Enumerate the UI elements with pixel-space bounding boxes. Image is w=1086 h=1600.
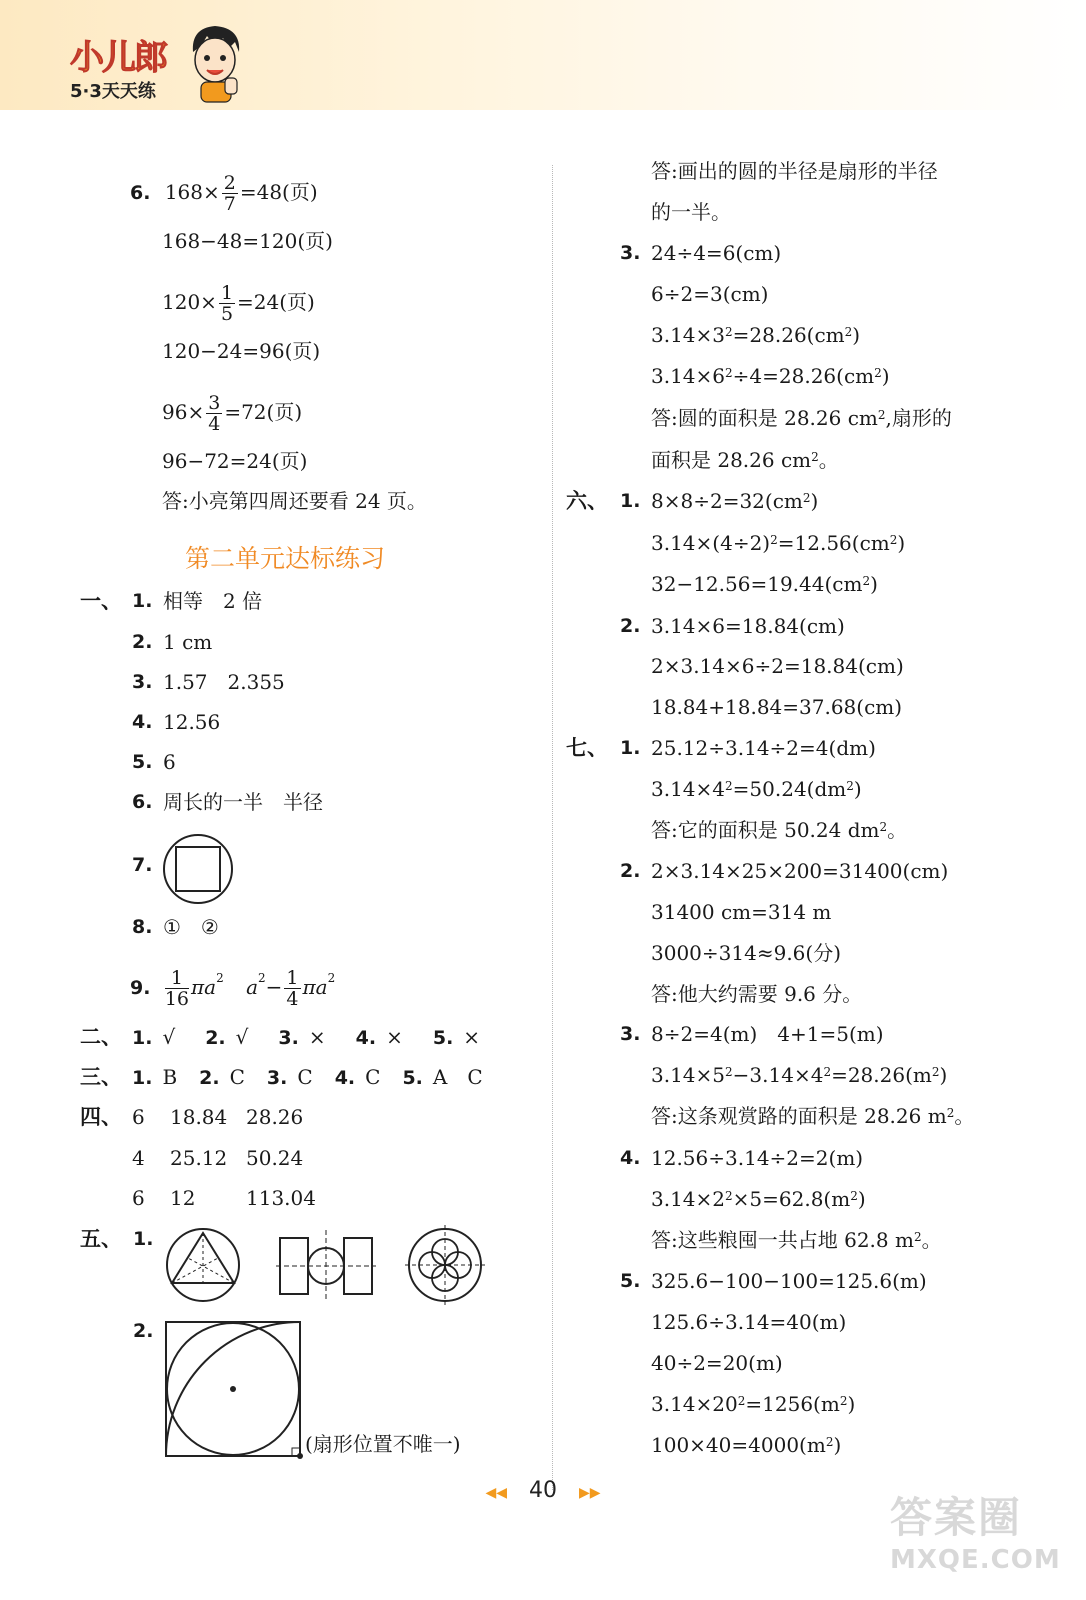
s3-item-answer: B [162, 1065, 178, 1089]
q6-answer: 答:小亮第四周还要看 24 页。 [162, 489, 427, 513]
page-number: 40 [529, 1478, 557, 1503]
r7-q3-answer: 答:这条观赏路的面积是 28.26 $m^2$。 [651, 1104, 975, 1128]
s2-item-answer: × [386, 1025, 403, 1049]
unit-title: 第二单元达标练习 [185, 544, 386, 573]
fraction: $\frac{2}{7}$ [223, 172, 236, 215]
r7-q4-answer: 答:这些粮囤一共占地 62.8 $m^2$。 [651, 1228, 942, 1252]
q6-line4: 120−24=96(页) [162, 339, 321, 363]
prev-arrows-icon: ◀◀ [485, 1485, 507, 1501]
section-5-label: 五、 [80, 1227, 122, 1251]
r-q3-number: 3. [620, 242, 641, 264]
r7-q5-line4: $3.14\times 20^2=1256(m^2)$ [651, 1392, 856, 1416]
r6-q1-number: 1. [620, 490, 641, 512]
r7-q5-number: 5. [620, 1270, 641, 1292]
r7-q2-line2: 31400 cm=314 m [651, 900, 832, 924]
s1-item-text: 1.57 2.355 [163, 670, 285, 694]
section-3-label: 三、 [80, 1065, 122, 1089]
figure-rectangles-circle [276, 1230, 376, 1300]
s2-item-number: 2. [205, 1027, 226, 1049]
s4-cell: 25.12 [170, 1146, 228, 1170]
r7-q1-number: 1. [620, 737, 641, 759]
s1-item-text: ① ② [163, 915, 219, 939]
q5-2-number: 2. [133, 1320, 154, 1342]
q6-line1: 6. 168× $\frac{2}{7}$ =48(页) [130, 172, 318, 215]
section-2-label: 二、 [80, 1025, 122, 1049]
brand-logo [70, 30, 166, 103]
r6-q2-line3: 18.84+18.84=37.68(cm) [651, 695, 903, 719]
q6-line2: 168−48=120(页) [162, 229, 333, 253]
s1-item-number: 7. [132, 854, 153, 876]
section-4-label: 四、 [80, 1105, 122, 1129]
s4-cell: 18.84 [170, 1105, 228, 1129]
r7-q2-line1: 2×3.14×25×200=31400(cm) [651, 859, 949, 883]
section-1-label: 一、 [80, 589, 122, 613]
r7-q5-line5: $100\times 40=4000(m^2)$ [651, 1433, 842, 1457]
r-q3-line4: $3.14\times 6^2\div 4=28.26(cm^2)$ [651, 364, 890, 388]
r7-q3-number: 3. [620, 1023, 641, 1045]
q5-1-number: 1. [133, 1228, 154, 1250]
q9-line: 9. $\frac{1}{16}$ $\pi a^2$ $a^2-$ $\frac{1}{4}$ $\pi a^2$ [130, 967, 336, 1010]
s2-item-number: 3. [278, 1027, 299, 1049]
r-q3-answer1: 答:圆的面积是 28.26 $cm^2$,扇形的 [651, 406, 952, 430]
right-cont-line1: 答:画出的圆的半径是扇形的半径 [651, 159, 938, 183]
r6-q2-line2: 2×3.14×6÷2=18.84(cm) [651, 654, 904, 678]
section-3-row [132, 1064, 483, 1091]
s1-item-number: 8. [132, 916, 153, 938]
s2-item-answer: × [463, 1025, 481, 1049]
r7-q4-line2: $3.14\times 2^2\times 5=62.8(m^2)$ [651, 1187, 866, 1211]
brand-name: 小儿郎 [70, 38, 166, 78]
q7-circle-square-figure [162, 833, 234, 905]
q6-line5: 96× $\frac{3}{4}$ =72(页) [162, 392, 303, 435]
q6-line3: 120× $\frac{1}{5}$ =24(页) [162, 282, 315, 325]
s3-item-number: 4. [334, 1067, 356, 1089]
s3-item-number: 5. [402, 1067, 423, 1089]
r7-q2-number: 2. [620, 860, 641, 882]
s3-item-number: 2. [199, 1067, 220, 1089]
r-q3-line1: 24÷4=6(cm) [651, 241, 782, 265]
r-q3-line2: 6÷2=3(cm) [651, 282, 769, 306]
r6-q1-line3: $32-12.56=19.44(cm^2)$ [651, 572, 878, 596]
r7-q1-line1: 25.12÷3.14÷2=4(dm) [651, 736, 876, 760]
s1-item-text: 相等 2 倍 [163, 589, 263, 613]
s2-item-number: 4. [355, 1027, 377, 1049]
s1-item-number: 1. [132, 590, 153, 612]
r7-q3-line2: $3.14\times 5^2-3.14\times 4^2=28.26(m^2)$ [651, 1063, 948, 1087]
series-name: 5·3天天练 [70, 81, 156, 102]
s2-item-number: 1. [132, 1027, 153, 1049]
s3-item-number: 1. [132, 1067, 153, 1089]
s1-item-number: 3. [132, 671, 153, 693]
r7-q4-number: 4. [620, 1147, 641, 1169]
r7-q2-answer: 答:他大约需要 9.6 分。 [651, 982, 863, 1006]
s4-cell: 6 [132, 1105, 145, 1129]
s1-item-number: 6. [132, 791, 153, 813]
r7-q2-line3: 3000÷314≈9.6(分) [651, 941, 841, 965]
s4-cell: 28.26 [246, 1105, 304, 1129]
q6-line6: 96−72=24(页) [162, 449, 308, 473]
r7-q3-line1: 8÷2=4(m) 4+1=5(m) [651, 1022, 884, 1046]
r7-q5-line1: 325.6−100−100=125.6(m) [651, 1269, 927, 1293]
s2-item-answer: √ [162, 1025, 176, 1049]
mascot-icon [185, 22, 245, 104]
figure-four-petal-flower [404, 1224, 486, 1306]
s1-item-number: 4. [132, 711, 153, 733]
fraction: $\frac{1}{16}$ [164, 967, 189, 1010]
right-cont-line2: 的一半。 [651, 200, 731, 224]
section-6-label: 六、 [566, 489, 608, 513]
section-7-label: 七、 [566, 736, 608, 760]
fraction: $\frac{1}{5}$ [220, 282, 234, 325]
s3-item-answer: C [229, 1065, 245, 1089]
s4-cell: 4 [132, 1146, 145, 1170]
watermark: 答案圈 MXQE.COM [890, 1493, 1061, 1575]
figure-circle-triangle [160, 1224, 246, 1306]
fraction: $\frac{3}{4}$ [208, 392, 221, 435]
s4-cell: 113.04 [246, 1186, 316, 1210]
fraction: $\frac{1}{4}$ [286, 967, 299, 1010]
s4-cell: 12 [170, 1186, 196, 1210]
s4-cell: 50.24 [246, 1146, 304, 1170]
q5-2-note: (扇形位置不唯一) [305, 1432, 461, 1456]
r7-q1-line2: $3.14\times 4^2=50.24(dm^2)$ [651, 777, 862, 801]
s1-item-text: 1 cm [163, 630, 213, 654]
s1-item-number: 5. [132, 751, 153, 773]
s1-item-number: 2. [132, 631, 153, 653]
figure-square-circle-sector [162, 1318, 304, 1460]
s2-item-answer: × [308, 1025, 326, 1049]
s2-item-answer: √ [235, 1025, 249, 1049]
r6-q1-line2: $3.14\times(4\div 2)^2=12.56(cm^2)$ [651, 531, 906, 555]
r-q3-answer2: 面积是 28.26 $cm^2$。 [651, 448, 839, 472]
r6-q1-line1: $8\times 8\div 2=32(cm^2)$ [651, 489, 819, 513]
s4-cell: 6 [132, 1186, 145, 1210]
column-divider [552, 165, 553, 1490]
s1-item-text: 周长的一半 半径 [163, 790, 323, 814]
s3-item-number: 3. [266, 1067, 288, 1089]
s3-item-answer: C [365, 1065, 381, 1089]
s3-item-answer: A C [432, 1065, 483, 1089]
r7-q5-line2: 125.6÷3.14=40(m) [651, 1310, 847, 1334]
r7-q1-answer: 答:它的面积是 50.24 $dm^2$。 [651, 818, 908, 842]
r6-q2-line1: 3.14×6=18.84(cm) [651, 614, 845, 638]
s3-item-answer: C [297, 1065, 313, 1089]
s2-item-number: 5. [432, 1027, 454, 1049]
r-q3-line3: $3.14\times 3^2=28.26(cm^2)$ [651, 323, 861, 347]
r7-q5-line3: 40÷2=20(m) [651, 1351, 783, 1375]
section-2-row [132, 1024, 480, 1051]
r7-q4-line1: 12.56÷3.14÷2=2(m) [651, 1146, 864, 1170]
next-arrows-icon: ▶▶ [579, 1485, 601, 1501]
s1-item-text: 6 [163, 750, 176, 774]
s1-item-text: 12.56 [163, 710, 221, 734]
r6-q2-number: 2. [620, 615, 641, 637]
